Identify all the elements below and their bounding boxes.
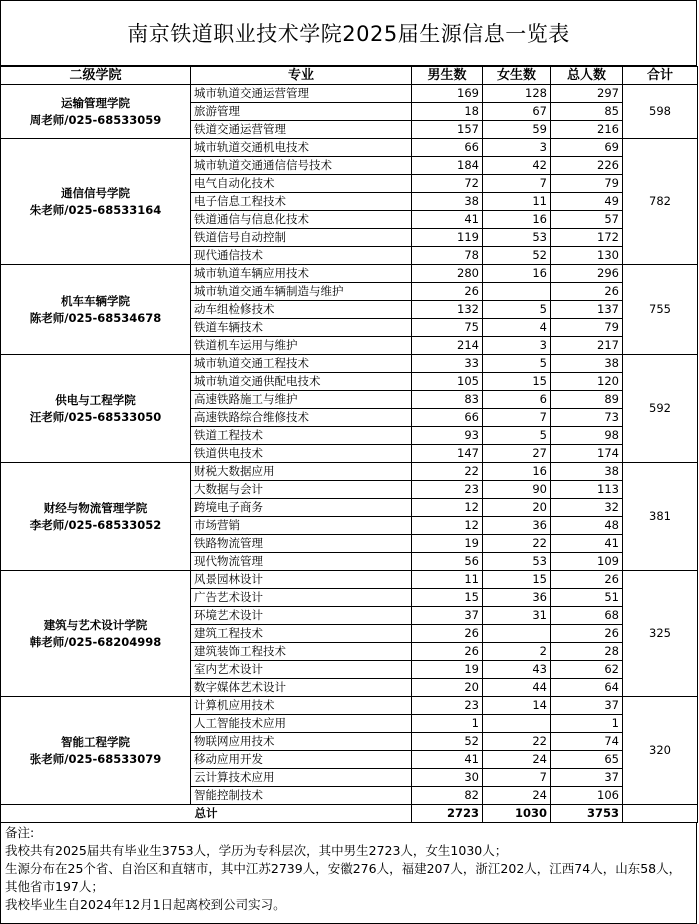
major-cell[interactable]: 现代物流管理 (191, 553, 412, 571)
total-count-cell[interactable]: 37 (551, 769, 623, 787)
male-count-cell[interactable]: 184 (412, 157, 483, 175)
header-female[interactable]: 女生数 (483, 67, 551, 85)
female-count-cell[interactable]: 36 (483, 589, 551, 607)
table-row (1, 463, 698, 481)
college-cell[interactable] (1, 355, 191, 463)
major-cell[interactable]: 计算机应用技术 (191, 697, 412, 715)
total-count-cell[interactable]: 69 (551, 139, 623, 157)
major-cell[interactable]: 人工智能技术应用 (191, 715, 412, 733)
major-cell[interactable]: 建筑装饰工程技术 (191, 643, 412, 661)
major-cell[interactable]: 高速铁路综合维修技术 (191, 409, 412, 427)
major-cell[interactable]: 动车组检修技术 (191, 301, 412, 319)
major-cell[interactable]: 电气自动化技术 (191, 175, 412, 193)
female-count-cell[interactable]: 128 (483, 85, 551, 103)
female-count-cell[interactable]: 27 (483, 445, 551, 463)
summary-male[interactable]: 2723 (412, 805, 483, 823)
female-count-cell[interactable]: 67 (483, 103, 551, 121)
male-count-cell[interactable]: 105 (412, 373, 483, 391)
female-count-cell[interactable]: 4 (483, 319, 551, 337)
female-count-cell[interactable]: 36 (483, 517, 551, 535)
major-cell[interactable]: 铁道车辆技术 (191, 319, 412, 337)
female-count-cell[interactable]: 43 (483, 661, 551, 679)
female-count-cell[interactable]: 24 (483, 751, 551, 769)
male-count-cell[interactable]: 52 (412, 733, 483, 751)
header-subtotal[interactable]: 合计 (623, 67, 698, 85)
total-count-cell[interactable]: 65 (551, 751, 623, 769)
table-row (1, 697, 698, 715)
major-cell[interactable]: 铁道信号自动控制 (191, 229, 412, 247)
total-count-cell[interactable]: 120 (551, 373, 623, 391)
male-count-cell[interactable]: 30 (412, 769, 483, 787)
major-cell[interactable]: 物联网应用技术 (191, 733, 412, 751)
male-count-cell[interactable]: 20 (412, 679, 483, 697)
female-count-cell[interactable]: 5 (483, 427, 551, 445)
total-count-cell[interactable]: 98 (551, 427, 623, 445)
male-count-cell[interactable]: 66 (412, 139, 483, 157)
summary-subtotal[interactable] (623, 805, 698, 823)
enrollment-table (0, 66, 698, 823)
male-count-cell[interactable]: 83 (412, 391, 483, 409)
male-count-cell[interactable]: 12 (412, 499, 483, 517)
total-count-cell[interactable]: 296 (551, 265, 623, 283)
table-row (1, 139, 698, 157)
major-cell[interactable]: 现代通信技术 (191, 247, 412, 265)
total-count-cell[interactable]: 85 (551, 103, 623, 121)
major-cell[interactable]: 智能控制技术 (191, 787, 412, 805)
male-count-cell[interactable]: 41 (412, 211, 483, 229)
college-contact: 汪老师/025-68533050 (29, 409, 162, 424)
male-count-cell[interactable]: 18 (412, 103, 483, 121)
total-count-cell[interactable]: 48 (551, 517, 623, 535)
female-count-cell[interactable]: 5 (483, 301, 551, 319)
college-name: 运输管理学院 (61, 95, 130, 110)
female-count-cell[interactable]: 53 (483, 229, 551, 247)
male-count-cell[interactable]: 38 (412, 193, 483, 211)
college-cell[interactable] (1, 697, 191, 805)
total-count-cell[interactable]: 74 (551, 733, 623, 751)
total-count-cell[interactable]: 79 (551, 175, 623, 193)
female-count-cell[interactable]: 42 (483, 157, 551, 175)
total-count-cell[interactable]: 217 (551, 337, 623, 355)
male-count-cell[interactable]: 15 (412, 589, 483, 607)
total-count-cell[interactable]: 62 (551, 661, 623, 679)
total-count-cell[interactable]: 28 (551, 643, 623, 661)
female-count-cell[interactable]: 7 (483, 175, 551, 193)
header-total[interactable]: 总人数 (551, 67, 623, 85)
total-count-cell[interactable]: 49 (551, 193, 623, 211)
male-count-cell[interactable]: 280 (412, 265, 483, 283)
male-count-cell[interactable]: 78 (412, 247, 483, 265)
major-cell[interactable]: 市场营销 (191, 517, 412, 535)
male-count-cell[interactable]: 119 (412, 229, 483, 247)
major-cell[interactable]: 财税大数据应用 (191, 463, 412, 481)
college-contact: 陈老师/025-68534678 (29, 310, 162, 325)
major-cell[interactable]: 建筑工程技术 (191, 625, 412, 643)
male-count-cell[interactable]: 26 (412, 625, 483, 643)
college-name: 机车车辆学院 (61, 293, 130, 308)
male-count-cell[interactable]: 12 (412, 517, 483, 535)
total-count-cell[interactable]: 38 (551, 355, 623, 373)
male-count-cell[interactable]: 26 (412, 643, 483, 661)
female-count-cell[interactable]: 44 (483, 679, 551, 697)
male-count-cell[interactable]: 157 (412, 121, 483, 139)
total-count-cell[interactable]: 79 (551, 319, 623, 337)
college-name: 建筑与艺术设计学院 (43, 617, 148, 632)
female-count-cell[interactable]: 7 (483, 409, 551, 427)
summary-total[interactable]: 3753 (551, 805, 623, 823)
female-count-cell[interactable]: 7 (483, 769, 551, 787)
total-count-cell[interactable]: 26 (551, 571, 623, 589)
major-cell[interactable]: 环境艺术设计 (191, 607, 412, 625)
male-count-cell[interactable]: 26 (412, 283, 483, 301)
major-cell[interactable]: 云计算技术应用 (191, 769, 412, 787)
college-cell[interactable] (1, 139, 191, 265)
header-major[interactable]: 专业 (191, 67, 412, 85)
table-body (1, 85, 698, 805)
summary-female[interactable]: 1030 (483, 805, 551, 823)
male-count-cell[interactable]: 147 (412, 445, 483, 463)
major-cell[interactable]: 铁路物流管理 (191, 535, 412, 553)
college-contact: 周老师/025-68533059 (29, 112, 162, 127)
notes-box (0, 822, 697, 924)
total-count-cell[interactable]: 26 (551, 625, 623, 643)
female-count-cell[interactable]: 52 (483, 247, 551, 265)
male-count-cell[interactable]: 72 (412, 175, 483, 193)
notes-line: 我校毕业生自2024年12月1日起离校到公司实习。 (5, 897, 286, 912)
summary-label[interactable]: 总计 (1, 805, 412, 823)
male-count-cell[interactable]: 56 (412, 553, 483, 571)
college-subtotal-cell[interactable]: 381 (623, 463, 698, 571)
table-row (1, 85, 698, 103)
total-count-cell[interactable]: 37 (551, 697, 623, 715)
college-name: 财经与物流管理学院 (43, 500, 148, 515)
total-count-cell[interactable]: 64 (551, 679, 623, 697)
college-name: 供电与工程学院 (55, 392, 136, 407)
college-subtotal-cell[interactable]: 755 (623, 265, 698, 355)
major-cell[interactable]: 风景园林设计 (191, 571, 412, 589)
major-cell[interactable]: 电子信息工程技术 (191, 193, 412, 211)
major-cell[interactable]: 城市轨道交通机电技术 (191, 139, 412, 157)
major-cell[interactable]: 室内艺术设计 (191, 661, 412, 679)
total-count-cell[interactable]: 226 (551, 157, 623, 175)
total-count-cell[interactable]: 26 (551, 283, 623, 301)
college-subtotal-cell[interactable]: 782 (623, 139, 698, 265)
female-count-cell[interactable]: 6 (483, 391, 551, 409)
major-cell[interactable]: 铁道供电技术 (191, 445, 412, 463)
female-count-cell[interactable]: 22 (483, 535, 551, 553)
major-cell[interactable]: 城市轨道交通运营管理 (191, 85, 412, 103)
major-cell[interactable]: 数字媒体艺术设计 (191, 679, 412, 697)
female-count-cell[interactable]: 22 (483, 733, 551, 751)
major-cell[interactable]: 城市轨道交通供配电技术 (191, 373, 412, 391)
female-count-cell[interactable]: 15 (483, 571, 551, 589)
male-count-cell[interactable]: 23 (412, 481, 483, 499)
male-count-cell[interactable]: 41 (412, 751, 483, 769)
female-count-cell[interactable]: 3 (483, 139, 551, 157)
female-count-cell[interactable]: 53 (483, 553, 551, 571)
college-cell[interactable] (1, 571, 191, 697)
total-count-cell[interactable]: 113 (551, 481, 623, 499)
major-cell[interactable]: 广告艺术设计 (191, 589, 412, 607)
total-count-cell[interactable]: 32 (551, 499, 623, 517)
major-cell[interactable]: 城市轨道交通工程技术 (191, 355, 412, 373)
male-count-cell[interactable]: 75 (412, 319, 483, 337)
header-row (1, 67, 698, 85)
major-cell[interactable]: 高速铁路施工与维护 (191, 391, 412, 409)
major-cell[interactable]: 大数据与会计 (191, 481, 412, 499)
notes-line: 备注: (5, 825, 35, 840)
major-cell[interactable]: 移动应用开发 (191, 751, 412, 769)
total-count-cell[interactable]: 73 (551, 409, 623, 427)
female-count-cell[interactable]: 5 (483, 355, 551, 373)
total-count-cell[interactable]: 130 (551, 247, 623, 265)
male-count-cell[interactable]: 214 (412, 337, 483, 355)
table-row (1, 571, 698, 589)
female-count-cell[interactable]: 24 (483, 787, 551, 805)
header-male[interactable]: 男生数 (412, 67, 483, 85)
female-count-cell[interactable]: 16 (483, 211, 551, 229)
total-count-cell[interactable]: 137 (551, 301, 623, 319)
major-cell[interactable]: 旅游管理 (191, 103, 412, 121)
college-cell[interactable] (1, 265, 191, 355)
college-cell[interactable] (1, 463, 191, 571)
female-count-cell[interactable]: 16 (483, 463, 551, 481)
male-count-cell[interactable]: 11 (412, 571, 483, 589)
male-count-cell[interactable]: 33 (412, 355, 483, 373)
college-name: 智能工程学院 (61, 734, 130, 749)
male-count-cell[interactable]: 37 (412, 607, 483, 625)
total-count-cell[interactable]: 216 (551, 121, 623, 139)
male-count-cell[interactable]: 93 (412, 427, 483, 445)
female-count-cell[interactable]: 15 (483, 373, 551, 391)
female-count-cell[interactable]: 59 (483, 121, 551, 139)
total-count-cell[interactable]: 51 (551, 589, 623, 607)
major-cell[interactable]: 铁道工程技术 (191, 427, 412, 445)
female-count-cell[interactable]: 3 (483, 337, 551, 355)
summary-row (1, 805, 698, 823)
major-cell[interactable]: 城市轨道车辆应用技术 (191, 265, 412, 283)
college-name: 通信信号学院 (61, 185, 130, 200)
total-count-cell[interactable]: 1 (551, 715, 623, 733)
college-contact: 李老师/025-68533052 (29, 517, 162, 532)
header-college[interactable]: 二级学院 (1, 67, 191, 85)
male-count-cell[interactable]: 132 (412, 301, 483, 319)
total-count-cell[interactable]: 68 (551, 607, 623, 625)
college-subtotal-cell[interactable]: 592 (623, 355, 698, 463)
college-contact: 张老师/025-68533079 (29, 751, 162, 766)
female-count-cell[interactable] (483, 715, 551, 733)
total-count-cell[interactable]: 172 (551, 229, 623, 247)
major-cell[interactable]: 铁道交通运营管理 (191, 121, 412, 139)
major-cell[interactable]: 城市轨道交通车辆制造与维护 (191, 283, 412, 301)
male-count-cell[interactable]: 19 (412, 661, 483, 679)
college-subtotal-cell[interactable]: 598 (623, 85, 698, 139)
table-row (1, 355, 698, 373)
total-count-cell[interactable]: 41 (551, 535, 623, 553)
major-cell[interactable]: 铁道机车运用与维护 (191, 337, 412, 355)
female-count-cell[interactable]: 31 (483, 607, 551, 625)
female-count-cell[interactable]: 90 (483, 481, 551, 499)
female-count-cell[interactable]: 14 (483, 697, 551, 715)
male-count-cell[interactable]: 22 (412, 463, 483, 481)
male-count-cell[interactable]: 66 (412, 409, 483, 427)
total-count-cell[interactable]: 174 (551, 445, 623, 463)
male-count-cell[interactable]: 23 (412, 697, 483, 715)
major-cell[interactable]: 城市轨道交通通信信号技术 (191, 157, 412, 175)
page-title: 南京铁道职业技术学院2025届生源信息一览表 (0, 0, 697, 66)
female-count-cell[interactable] (483, 625, 551, 643)
college-contact: 朱老师/025-68533164 (29, 202, 162, 217)
college-subtotal-cell[interactable]: 320 (623, 697, 698, 805)
major-cell[interactable]: 铁道通信与信息化技术 (191, 211, 412, 229)
female-count-cell[interactable]: 11 (483, 193, 551, 211)
college-contact: 韩老师/025-68204998 (29, 634, 162, 649)
male-count-cell[interactable]: 1 (412, 715, 483, 733)
male-count-cell[interactable]: 82 (412, 787, 483, 805)
total-count-cell[interactable]: 57 (551, 211, 623, 229)
female-count-cell[interactable] (483, 283, 551, 301)
male-count-cell[interactable]: 19 (412, 535, 483, 553)
notes-line: 生源分布在25个省、自治区和直辖市，其中江苏2739人，安徽276人，福建207人，浙江202人，江西74人，山东58人，其他省市197人； (5, 861, 682, 894)
total-count-cell[interactable]: 89 (551, 391, 623, 409)
female-count-cell[interactable]: 20 (483, 499, 551, 517)
female-count-cell[interactable]: 16 (483, 265, 551, 283)
table-row (1, 265, 698, 283)
college-subtotal-cell[interactable]: 325 (623, 571, 698, 697)
total-count-cell[interactable]: 297 (551, 85, 623, 103)
major-cell[interactable]: 跨境电子商务 (191, 499, 412, 517)
female-count-cell[interactable]: 2 (483, 643, 551, 661)
college-cell[interactable] (1, 85, 191, 139)
total-count-cell[interactable]: 106 (551, 787, 623, 805)
notes-line: 我校共有2025届共有毕业生3753人，学历为专科层次，其中男生2723人，女生1030人； (5, 843, 508, 858)
total-count-cell[interactable]: 109 (551, 553, 623, 571)
total-count-cell[interactable]: 38 (551, 463, 623, 481)
male-count-cell[interactable]: 169 (412, 85, 483, 103)
